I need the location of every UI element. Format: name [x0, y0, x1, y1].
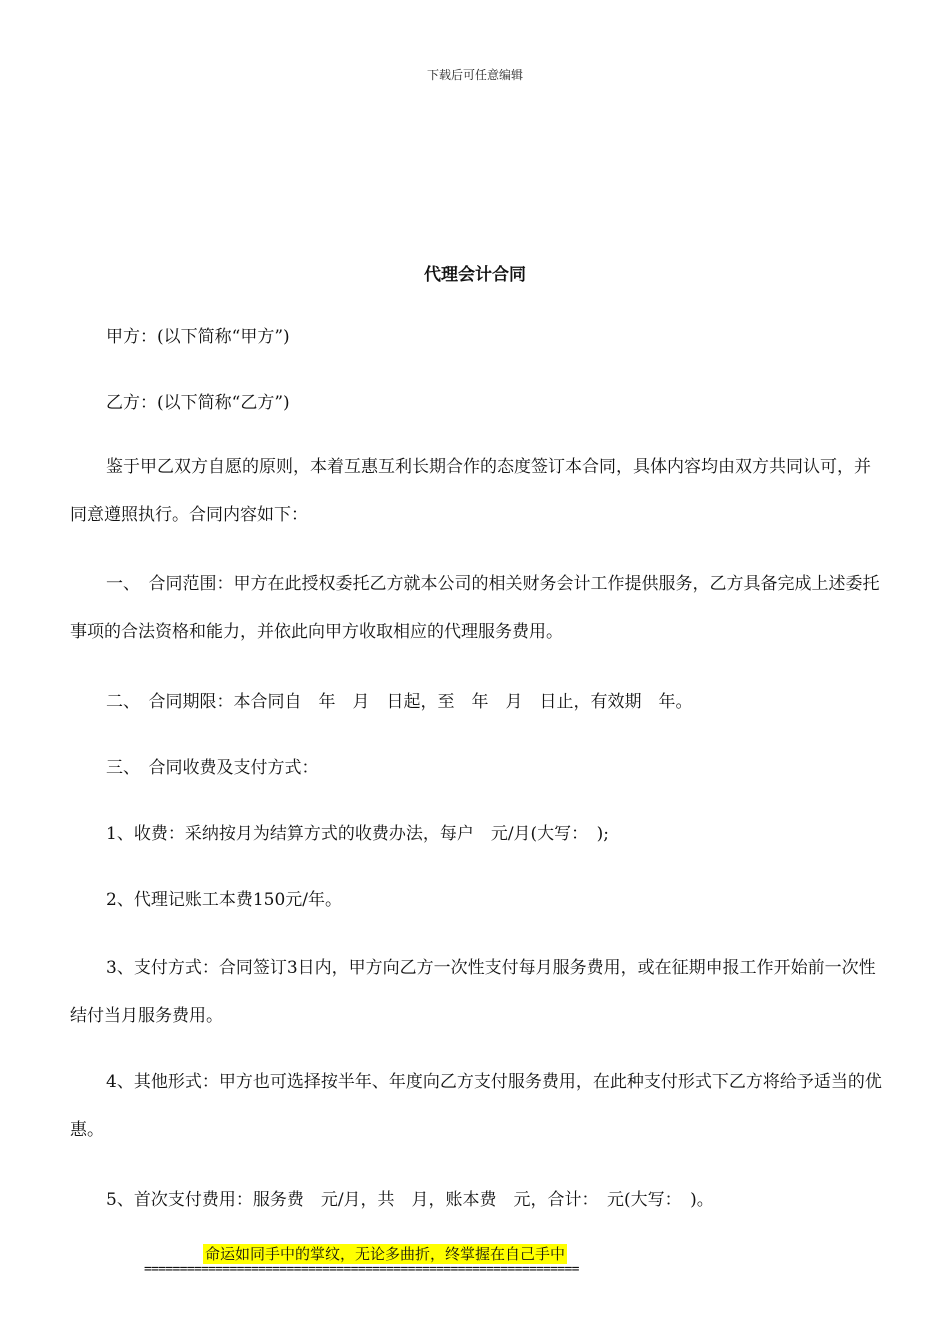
- clause-fees-heading: 三、 合同收费及支付方式：: [106, 758, 319, 778]
- fee-item-1: 1、收费：采纳按月为结算方式的收费办法，每户 元/月(大写： );: [106, 824, 610, 844]
- fee-item-3: 3、支付方式：合同签订3日内，甲方向乙方一次性支付每月服务费用，或在征期申报工作开始前一次性结付当月服务费用。: [70, 958, 876, 1026]
- fee-item-5: 5、首次支付费用：服务费 元/月，共 月，账本费 元，合计： 元(大写： )。: [106, 1190, 714, 1210]
- fee-item-2: 2、代理记账工本费150元/年。: [106, 890, 342, 910]
- preamble-paragraph: 鉴于甲乙双方自愿的原则，本着互惠互利长期合作的态度签订本合同，具体内容均由双方共同认可，并同意遵照执行。合同内容如下：: [70, 457, 871, 525]
- footer-divider: =============================================================: [144, 1262, 579, 1277]
- party-a-line: 甲方：(以下简称“甲方”): [106, 327, 290, 347]
- document-title: 代理会计合同: [424, 265, 526, 285]
- header-note: 下载后可任意编辑: [426, 68, 523, 82]
- clause-scope: 一、 合同范围：甲方在此授权委托乙方就本公司的相关财务会计工作提供服务，乙方具备完成上述委托事项的合法资格和能力，并依此向甲方收取相应的代理服务费用。: [70, 574, 880, 642]
- footer-motto: 命运如同手中的掌纹，无论多曲折，终掌握在自己手中: [205, 1245, 566, 1263]
- clause-term: 二、 合同期限：本合同自 年 月 日起，至 年 月 日止，有效期 年。: [106, 692, 693, 712]
- fee-item-4: 4、其他形式：甲方也可选择按半年、年度向乙方支付服务费用，在此种支付形式下乙方将给予适当的优惠。: [70, 1072, 882, 1140]
- party-b-line: 乙方：(以下简称“乙方”): [106, 393, 290, 413]
